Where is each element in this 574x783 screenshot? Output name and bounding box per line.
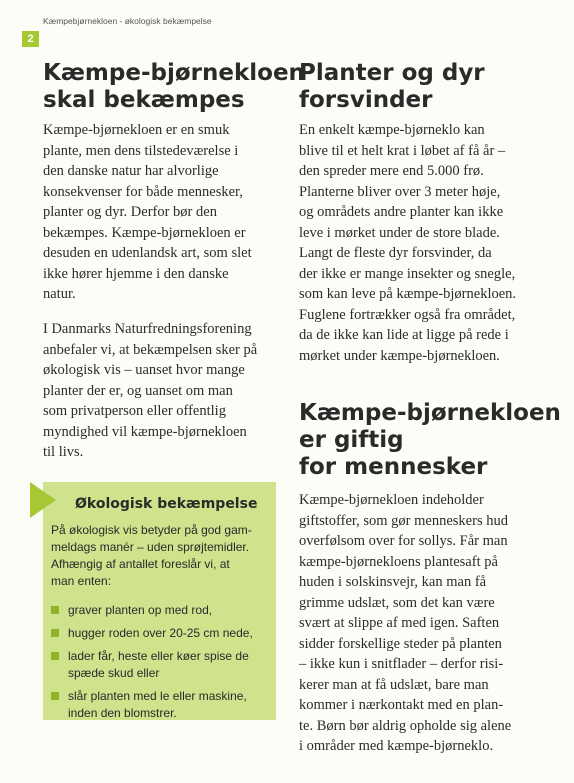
info-box-title: Økologisk bekæmpelse [75, 496, 258, 512]
square-bullet-icon [51, 692, 59, 700]
list-item: slår planten med le eller maskine, inden den blomstrer. [51, 688, 253, 722]
running-head: Kæmpebjørnekloen - økologisk bekæmpelse [43, 16, 212, 26]
square-bullet-icon [51, 652, 59, 660]
section-heading-bekaempes: Kæmpe-bjørnekloen skal bekæmpes [43, 60, 305, 113]
paragraph-recommendation: I Danmarks Naturfredningsforening anbefaler vi, at bekæmpelsen sker på økologisk vis – uanset hvor mange planter der er, og uanset om man som privatperson eller offentlig myndighed vil kæmpe-bjørnekloen til livs. [43, 321, 258, 460]
method-list [51, 602, 253, 728]
list-item: lader får, heste eller køer spise de spæde skud eller [51, 648, 253, 682]
paragraph-intro: Kæmpe-bjørnekloen er en smuk plante, men dens tilstedeværelse i den danske natur har alvorlige konsekvenser for både mennesker, planter og dyr. Derfor bør den bekæmpes. Kæmpe-bjørnekloen er desuden en udenlandsk art, som slet ikke hører hjemme i den danske natur. [43, 122, 252, 302]
list-item: hugger roden over 20-25 cm nede, [51, 625, 253, 642]
list-item: graver planten op med rod, [51, 602, 253, 619]
square-bullet-icon [51, 606, 59, 614]
paragraph-plants-animals: En enkelt kæmpe-bjørneklo kan blive til et helt krat i løbet af få år – den spreder mere end 5.000 frø. Planterne bliver over 3 meter høje, og områdets andre planter kan ikke leve i mørket under de store blade. Langt de fleste dyr forsvinder, da der ikke er mange insekter og snegle, som kan leve på kæmpe-bjørnekloen. Fuglene fortrækker også fra området, da de ikke kan lide at ligge på rede i mørket under kæmpe-bjørnekloen. [299, 122, 517, 364]
paragraph-toxic: Kæmpe-bjørnekloen indeholder giftstoffer, som gør menneskers hud overfølsom over for sollys. Får man kæmpe-bjørnekloens plantesaft på huden i solskinsvejr, kan man få grimme udslæt, som det kan være svært at slippe af med igen. Saften sidder forskellige steder på planten – ikke kun i snitflader – derfor risi- kerer man at få udslæt, bare man kommer i nærkontakt med en plan- te. Børn bør aldrig opholde sig alene i områder med kæmpe-bjørneklo. [299, 492, 512, 754]
page-number: 2 [22, 31, 39, 47]
section-heading-giftig: Kæmpe-bjørnekloen er giftig for mennesker [299, 400, 561, 480]
section-heading-forsvinder: Planter og dyr forsvinder [299, 60, 485, 113]
box-arrow-tab [30, 482, 56, 518]
square-bullet-icon [51, 629, 59, 637]
info-box-intro: På økologisk vis betyder på god gam- meldags manér – uden sprøjtemidler. Afhængig af antallet foreslår vi, at man enten: [51, 523, 252, 588]
